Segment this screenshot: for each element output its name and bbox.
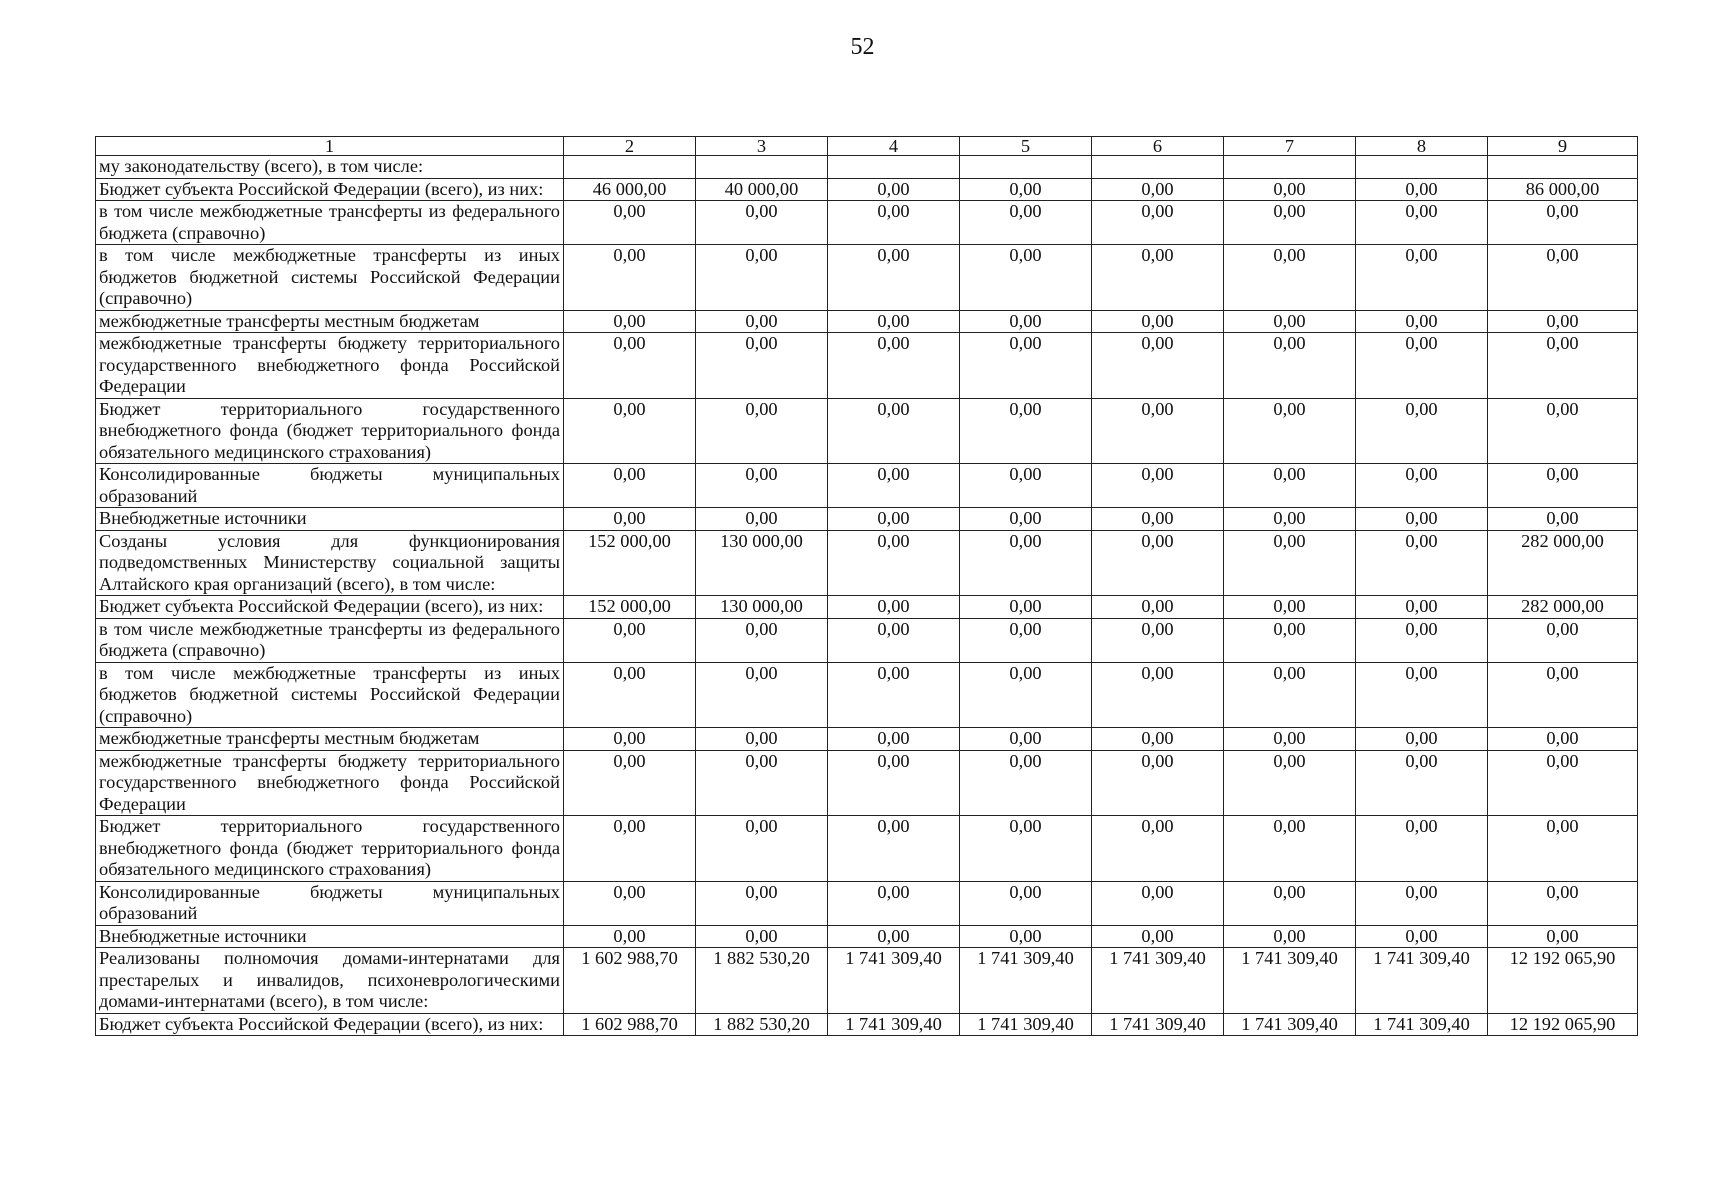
value-cell: 0,00 (828, 464, 960, 508)
value-cell: 0,00 (828, 333, 960, 399)
table-row (96, 201, 1638, 245)
value-cell: 0,00 (828, 178, 960, 201)
value-cell: 0,00 (960, 925, 1092, 948)
value-cell: 0,00 (1092, 728, 1224, 751)
value-cell: 0,00 (564, 508, 696, 531)
value-cell: 0,00 (1092, 333, 1224, 399)
row-label: межбюджетные трансферты бюджету территориального государственного внебюджетного фонда Российской Федерации (96, 750, 564, 816)
value-cell: 1 741 309,40 (960, 948, 1092, 1014)
value-cell: 0,00 (696, 333, 828, 399)
value-cell (696, 156, 828, 179)
column-header: 2 (564, 137, 696, 156)
value-cell: 0,00 (1488, 333, 1638, 399)
value-cell: 1 741 309,40 (1092, 948, 1224, 1014)
value-cell: 0,00 (1224, 508, 1356, 531)
value-cell (1092, 156, 1224, 179)
value-cell: 0,00 (960, 618, 1092, 662)
value-cell: 0,00 (1224, 464, 1356, 508)
value-cell: 0,00 (828, 925, 960, 948)
value-cell: 0,00 (1224, 530, 1356, 596)
value-cell: 0,00 (960, 728, 1092, 751)
table-row (96, 398, 1638, 464)
value-cell: 1 882 530,20 (696, 1013, 828, 1036)
value-cell: 0,00 (1224, 750, 1356, 816)
value-cell: 0,00 (960, 596, 1092, 619)
value-cell: 0,00 (1488, 816, 1638, 882)
value-cell: 0,00 (1356, 508, 1488, 531)
row-label: Консолидированные бюджеты муниципальных образований (96, 464, 564, 508)
value-cell: 0,00 (1092, 881, 1224, 925)
table-row (96, 948, 1638, 1014)
value-cell: 0,00 (828, 530, 960, 596)
value-cell: 0,00 (696, 508, 828, 531)
value-cell: 1 741 309,40 (1224, 1013, 1356, 1036)
value-cell: 0,00 (1092, 750, 1224, 816)
value-cell: 0,00 (1488, 662, 1638, 728)
value-cell: 0,00 (1356, 750, 1488, 816)
value-cell: 0,00 (1224, 201, 1356, 245)
value-cell: 0,00 (1356, 178, 1488, 201)
value-cell: 0,00 (1092, 201, 1224, 245)
value-cell: 0,00 (960, 530, 1092, 596)
value-cell: 0,00 (1356, 596, 1488, 619)
value-cell: 0,00 (1356, 245, 1488, 311)
value-cell: 130 000,00 (696, 596, 828, 619)
value-cell: 0,00 (828, 728, 960, 751)
table-row (96, 750, 1638, 816)
value-cell: 0,00 (696, 398, 828, 464)
value-cell: 1 882 530,20 (696, 948, 828, 1014)
value-cell: 0,00 (1092, 925, 1224, 948)
row-label: Созданы условия для функционирования подведомственных Министерству социальной защиты Алтайского края организаций (всего), в том числе: (96, 530, 564, 596)
value-cell: 0,00 (1224, 881, 1356, 925)
value-cell: 1 602 988,70 (564, 948, 696, 1014)
value-cell: 0,00 (1224, 596, 1356, 619)
value-cell: 0,00 (828, 310, 960, 333)
value-cell: 0,00 (1224, 398, 1356, 464)
value-cell: 0,00 (960, 750, 1092, 816)
column-header: 5 (960, 137, 1092, 156)
value-cell: 0,00 (960, 662, 1092, 728)
column-header: 8 (1356, 137, 1488, 156)
value-cell: 0,00 (1092, 245, 1224, 311)
value-cell: 0,00 (1488, 398, 1638, 464)
value-cell: 0,00 (1488, 750, 1638, 816)
value-cell: 1 741 309,40 (828, 1013, 960, 1036)
value-cell: 0,00 (1356, 201, 1488, 245)
value-cell: 0,00 (1224, 618, 1356, 662)
value-cell: 0,00 (960, 398, 1092, 464)
row-label: Бюджет субъекта Российской Федерации (всего), из них: (96, 596, 564, 619)
value-cell: 0,00 (1224, 662, 1356, 728)
value-cell (1488, 156, 1638, 179)
value-cell: 0,00 (960, 464, 1092, 508)
table-row (96, 178, 1638, 201)
value-cell: 1 741 309,40 (1356, 1013, 1488, 1036)
value-cell: 0,00 (960, 201, 1092, 245)
value-cell: 0,00 (828, 245, 960, 311)
value-cell (1356, 156, 1488, 179)
value-cell: 1 741 309,40 (1092, 1013, 1224, 1036)
value-cell: 0,00 (1356, 333, 1488, 399)
value-cell: 282 000,00 (1488, 530, 1638, 596)
value-cell: 0,00 (960, 816, 1092, 882)
value-cell: 0,00 (828, 596, 960, 619)
value-cell: 0,00 (564, 816, 696, 882)
value-cell: 0,00 (1356, 398, 1488, 464)
table-row (96, 596, 1638, 619)
row-label: в том числе межбюджетные трансферты из иных бюджетов бюджетной системы Российской Федерации (справочно) (96, 245, 564, 311)
value-cell: 0,00 (1356, 530, 1488, 596)
value-cell: 0,00 (1356, 618, 1488, 662)
value-cell: 0,00 (1488, 728, 1638, 751)
page-number: 52 (850, 34, 875, 60)
column-header: 4 (828, 137, 960, 156)
value-cell: 1 602 988,70 (564, 1013, 696, 1036)
row-label: в том числе межбюджетные трансферты из федерального бюджета (справочно) (96, 201, 564, 245)
value-cell: 0,00 (828, 201, 960, 245)
value-cell: 0,00 (696, 816, 828, 882)
table-row (96, 464, 1638, 508)
value-cell: 0,00 (1092, 178, 1224, 201)
value-cell: 0,00 (1092, 398, 1224, 464)
value-cell: 0,00 (960, 245, 1092, 311)
value-cell: 0,00 (1224, 925, 1356, 948)
value-cell: 0,00 (696, 201, 828, 245)
table-row (96, 816, 1638, 882)
value-cell: 0,00 (828, 881, 960, 925)
value-cell: 0,00 (1356, 925, 1488, 948)
value-cell: 0,00 (960, 333, 1092, 399)
row-label: Внебюджетные источники (96, 925, 564, 948)
value-cell: 0,00 (696, 310, 828, 333)
value-cell: 0,00 (1092, 816, 1224, 882)
value-cell: 86 000,00 (1488, 178, 1638, 201)
value-cell: 0,00 (828, 508, 960, 531)
value-cell: 0,00 (1356, 464, 1488, 508)
value-cell (960, 156, 1092, 179)
value-cell: 1 741 309,40 (828, 948, 960, 1014)
table-row (96, 881, 1638, 925)
value-cell: 130 000,00 (696, 530, 828, 596)
value-cell: 0,00 (828, 750, 960, 816)
column-header: 7 (1224, 137, 1356, 156)
column-header: 1 (96, 137, 564, 156)
value-cell: 0,00 (696, 728, 828, 751)
value-cell: 0,00 (1488, 618, 1638, 662)
value-cell: 0,00 (696, 662, 828, 728)
row-label: в том числе межбюджетные трансферты из федерального бюджета (справочно) (96, 618, 564, 662)
value-cell: 0,00 (1488, 201, 1638, 245)
value-cell: 0,00 (1488, 508, 1638, 531)
table-header-row (96, 137, 1638, 156)
table-row (96, 508, 1638, 531)
row-label: в том числе межбюджетные трансферты из иных бюджетов бюджетной системы Российской Федерации (справочно) (96, 662, 564, 728)
row-label: Консолидированные бюджеты муниципальных образований (96, 881, 564, 925)
value-cell: 0,00 (564, 925, 696, 948)
value-cell: 1 741 309,40 (960, 1013, 1092, 1036)
value-cell: 0,00 (1488, 310, 1638, 333)
value-cell: 0,00 (564, 662, 696, 728)
value-cell: 0,00 (564, 464, 696, 508)
value-cell: 152 000,00 (564, 596, 696, 619)
table-row (96, 1013, 1638, 1036)
row-label: Бюджет территориального государственного внебюджетного фонда (бюджет территориального фонда обязательного медицинского страхования) (96, 398, 564, 464)
value-cell: 0,00 (960, 178, 1092, 201)
value-cell: 0,00 (1224, 178, 1356, 201)
value-cell: 0,00 (564, 245, 696, 311)
value-cell: 0,00 (1092, 618, 1224, 662)
budget-table (95, 136, 1638, 1036)
value-cell: 0,00 (1092, 530, 1224, 596)
value-cell: 152 000,00 (564, 530, 696, 596)
value-cell: 0,00 (696, 245, 828, 311)
value-cell: 0,00 (564, 618, 696, 662)
value-cell: 0,00 (1224, 816, 1356, 882)
value-cell: 282 000,00 (1488, 596, 1638, 619)
value-cell: 0,00 (564, 310, 696, 333)
value-cell: 40 000,00 (696, 178, 828, 201)
value-cell: 0,00 (828, 398, 960, 464)
value-cell: 0,00 (1356, 816, 1488, 882)
value-cell: 0,00 (564, 201, 696, 245)
value-cell: 0,00 (960, 310, 1092, 333)
row-label: Внебюджетные источники (96, 508, 564, 531)
value-cell: 0,00 (1356, 881, 1488, 925)
value-cell: 0,00 (564, 333, 696, 399)
value-cell: 0,00 (564, 881, 696, 925)
table-row (96, 310, 1638, 333)
table-row (96, 530, 1638, 596)
value-cell: 0,00 (564, 728, 696, 751)
value-cell: 0,00 (1224, 333, 1356, 399)
value-cell: 0,00 (960, 508, 1092, 531)
row-label: Бюджет субъекта Российской Федерации (всего), из них: (96, 1013, 564, 1036)
value-cell (564, 156, 696, 179)
value-cell (828, 156, 960, 179)
value-cell: 0,00 (828, 662, 960, 728)
table-row (96, 728, 1638, 751)
value-cell (1224, 156, 1356, 179)
value-cell: 0,00 (1224, 310, 1356, 333)
value-cell: 0,00 (564, 750, 696, 816)
value-cell: 0,00 (1488, 245, 1638, 311)
value-cell: 0,00 (696, 925, 828, 948)
value-cell: 12 192 065,90 (1488, 948, 1638, 1014)
row-label: межбюджетные трансферты местным бюджетам (96, 310, 564, 333)
value-cell: 0,00 (1224, 728, 1356, 751)
value-cell: 0,00 (1092, 662, 1224, 728)
value-cell: 0,00 (1092, 310, 1224, 333)
table-row (96, 925, 1638, 948)
value-cell: 0,00 (1224, 245, 1356, 311)
value-cell: 0,00 (1092, 464, 1224, 508)
value-cell: 0,00 (960, 881, 1092, 925)
value-cell: 0,00 (1488, 925, 1638, 948)
value-cell: 0,00 (1092, 508, 1224, 531)
table-row (96, 245, 1638, 311)
value-cell: 0,00 (696, 881, 828, 925)
value-cell: 0,00 (1488, 464, 1638, 508)
value-cell: 1 741 309,40 (1356, 948, 1488, 1014)
value-cell: 0,00 (1356, 662, 1488, 728)
value-cell: 1 741 309,40 (1224, 948, 1356, 1014)
row-label: межбюджетные трансферты местным бюджетам (96, 728, 564, 751)
table-row (96, 333, 1638, 399)
table-row (96, 618, 1638, 662)
row-label: му законодательству (всего), в том числе: (96, 156, 564, 179)
value-cell: 0,00 (696, 618, 828, 662)
value-cell: 0,00 (828, 618, 960, 662)
row-label: Бюджет территориального государственного внебюджетного фонда (бюджет территориального фонда обязательного медицинского страхования) (96, 816, 564, 882)
value-cell: 0,00 (696, 464, 828, 508)
value-cell: 0,00 (1092, 596, 1224, 619)
column-header: 3 (696, 137, 828, 156)
value-cell: 0,00 (1356, 310, 1488, 333)
value-cell: 0,00 (1488, 881, 1638, 925)
value-cell: 0,00 (564, 398, 696, 464)
column-header: 6 (1092, 137, 1224, 156)
row-label: Бюджет субъекта Российской Федерации (всего), из них: (96, 178, 564, 201)
value-cell: 46 000,00 (564, 178, 696, 201)
row-label: Реализованы полномочия домами-интернатами для престарелых и инвалидов, психоневрологическими домами-интернатами (всего), в том числе: (96, 948, 564, 1014)
column-header: 9 (1488, 137, 1638, 156)
table-row (96, 662, 1638, 728)
value-cell: 0,00 (828, 816, 960, 882)
value-cell: 12 192 065,90 (1488, 1013, 1638, 1036)
row-label: межбюджетные трансферты бюджету территориального государственного внебюджетного фонда Российской Федерации (96, 333, 564, 399)
value-cell: 0,00 (696, 750, 828, 816)
value-cell: 0,00 (1356, 728, 1488, 751)
table-row (96, 156, 1638, 179)
table-body (96, 156, 1638, 1036)
